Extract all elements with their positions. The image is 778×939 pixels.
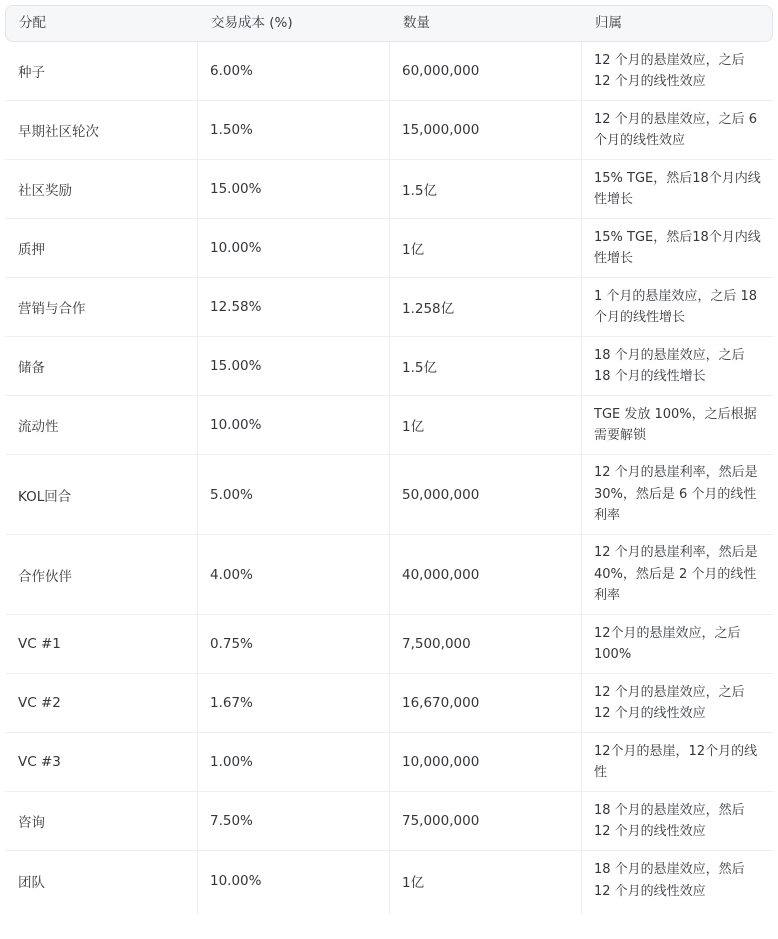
cell-allocation-text: 合作伙伴 <box>18 568 72 585</box>
cell-cost <box>210 615 390 673</box>
cell-allocation-text: 储备 <box>18 360 45 376</box>
cell-allocation-text: 质押 <box>18 242 45 258</box>
cell-vesting <box>594 851 773 910</box>
cell-cost-text: 10.00% <box>210 240 262 256</box>
table-row <box>5 733 773 792</box>
cell-vesting-text: 12个月的悬崖效应，之后 100% <box>594 625 741 662</box>
table-row <box>5 535 773 615</box>
table-row <box>5 219 773 278</box>
cell-amount-text: 1亿 <box>402 419 425 435</box>
cell-allocation-text: KOL回合 <box>18 488 72 505</box>
cell-vesting <box>594 615 773 673</box>
cell-vesting-text: 15% TGE，然后18个月内线性增长 <box>594 229 761 266</box>
cell-vesting <box>594 674 773 732</box>
cell-cost-text: 1.00% <box>210 754 253 770</box>
cell-cost <box>210 733 390 791</box>
cell-allocation-text: 社区奖励 <box>18 183 72 199</box>
header-amount: 数量 <box>403 15 430 31</box>
cell-vesting <box>594 278 773 336</box>
cell-vesting-text: 12 个月的悬崖利率，然后是 40%，然后是 2 个月的线性利率 <box>594 545 758 604</box>
cell-cost-text: 15.00% <box>210 358 262 374</box>
cell-cost-text: 7.50% <box>210 813 253 829</box>
cell-amount <box>402 733 582 791</box>
cell-amount <box>402 337 582 395</box>
cell-allocation <box>18 455 198 534</box>
cell-amount-text: 60,000,000 <box>402 63 480 79</box>
cell-amount <box>402 219 582 277</box>
cell-vesting <box>594 396 773 454</box>
cell-amount <box>402 396 582 454</box>
cell-allocation-text: VC #1 <box>18 636 61 652</box>
table-row <box>5 42 773 101</box>
table-row <box>5 674 773 733</box>
cell-cost <box>210 674 390 732</box>
cell-allocation <box>18 396 198 454</box>
cell-amount-text: 75,000,000 <box>402 813 480 829</box>
cell-cost <box>210 455 390 534</box>
cell-cost-text: 15.00% <box>210 181 262 197</box>
cell-amount-text: 1亿 <box>402 874 425 891</box>
cell-amount <box>402 535 582 614</box>
table-body <box>5 42 773 910</box>
cell-amount-text: 7,500,000 <box>402 636 471 652</box>
cell-cost-text: 10.00% <box>210 417 262 433</box>
cell-amount-text: 16,670,000 <box>402 695 480 711</box>
cell-cost-text: 12.58% <box>210 299 262 315</box>
cell-allocation <box>18 219 198 277</box>
table-row <box>5 160 773 219</box>
cell-vesting-text: 18 个月的悬崖效应，然后 12 个月的线性效应 <box>594 862 745 899</box>
cell-amount-text: 15,000,000 <box>402 122 480 138</box>
cell-amount <box>402 42 582 100</box>
cell-cost <box>210 160 390 218</box>
cell-allocation-text: 流动性 <box>18 419 59 435</box>
cell-allocation-text: VC #3 <box>18 754 61 770</box>
cell-vesting-text: 12 个月的悬崖利率，然后是 30%，然后是 6 个月的线性利率 <box>594 465 758 524</box>
cell-cost-text: 10.00% <box>210 872 262 889</box>
cell-amount <box>402 455 582 534</box>
cell-vesting-text: 15% TGE，然后18个月内线性增长 <box>594 170 761 207</box>
table-row <box>5 278 773 337</box>
cell-vesting-text: 12个月的悬崖，12个月的线性 <box>594 743 758 780</box>
cell-vesting <box>594 455 773 534</box>
cell-amount <box>402 615 582 673</box>
table-row <box>5 851 773 910</box>
table-row <box>5 101 773 160</box>
cell-allocation-text: 营销与合作 <box>18 301 86 317</box>
cell-allocation <box>18 278 198 336</box>
table-row <box>5 792 773 851</box>
cell-vesting-text: 12 个月的悬崖效应，之后 6 个月的线性效应 <box>594 111 758 148</box>
cell-amount-text: 40,000,000 <box>402 566 480 583</box>
cell-vesting-text: 18 个月的悬崖效应，然后 12 个月的线性效应 <box>594 802 745 839</box>
cell-vesting <box>594 792 773 850</box>
cell-amount <box>402 278 582 336</box>
cell-vesting-text: 18 个月的悬崖效应，之后 18 个月的线性增长 <box>594 347 745 384</box>
cell-vesting <box>594 733 773 791</box>
cell-cost-text: 1.67% <box>210 695 253 711</box>
cell-allocation-text: 早期社区轮次 <box>18 124 99 140</box>
cell-allocation <box>18 42 198 100</box>
cell-amount-text: 1亿 <box>402 242 425 258</box>
table-row <box>5 615 773 674</box>
cell-vesting <box>594 160 773 218</box>
cell-cost <box>210 337 390 395</box>
cell-allocation <box>18 535 198 614</box>
cell-vesting <box>594 42 773 100</box>
cell-amount <box>402 101 582 159</box>
cell-cost-text: 6.00% <box>210 63 253 79</box>
cell-allocation-text: VC #2 <box>18 695 61 711</box>
table-row <box>5 396 773 455</box>
cell-vesting <box>594 219 773 277</box>
cell-allocation-text: 咨询 <box>18 815 45 831</box>
table-header <box>5 5 773 42</box>
cell-cost-text: 4.00% <box>210 566 253 583</box>
cell-cost-text: 1.50% <box>210 122 253 138</box>
cell-allocation <box>18 792 198 850</box>
cell-vesting-text: 12 个月的悬崖效应，之后 12 个月的线性效应 <box>594 684 745 721</box>
cell-allocation-text: 团队 <box>18 874 45 891</box>
cell-amount <box>402 792 582 850</box>
cell-allocation <box>18 733 198 791</box>
cell-amount-text: 1.258亿 <box>402 301 455 317</box>
cell-amount-text: 50,000,000 <box>402 486 480 503</box>
cell-cost <box>210 792 390 850</box>
cell-amount-text: 1.5亿 <box>402 360 437 376</box>
header-allocation: 分配 <box>19 15 46 31</box>
cell-cost <box>210 851 390 910</box>
cell-cost <box>210 42 390 100</box>
cell-cost <box>210 219 390 277</box>
cell-allocation <box>18 615 198 673</box>
cell-allocation-text: 种子 <box>18 65 45 81</box>
cell-vesting <box>594 535 773 614</box>
table-row <box>5 337 773 396</box>
cell-amount-text: 1.5亿 <box>402 183 437 199</box>
header-cost: 交易成本 (%) <box>211 15 293 31</box>
cell-allocation <box>18 160 198 218</box>
cell-amount <box>402 160 582 218</box>
cell-cost <box>210 101 390 159</box>
cell-amount <box>402 851 582 910</box>
header-vesting: 归属 <box>595 15 622 31</box>
cell-allocation <box>18 851 198 910</box>
cell-allocation <box>18 337 198 395</box>
cell-cost-text: 5.00% <box>210 486 253 503</box>
cell-vesting-text: 12 个月的悬崖效应，之后 12 个月的线性效应 <box>594 52 745 89</box>
cell-vesting <box>594 101 773 159</box>
cell-allocation <box>18 101 198 159</box>
cell-allocation <box>18 674 198 732</box>
cell-cost-text: 0.75% <box>210 636 253 652</box>
cell-vesting-text: 1 个月的悬崖效应，之后 18 个月的线性增长 <box>594 288 758 325</box>
cell-amount-text: 10,000,000 <box>402 754 480 770</box>
cell-cost <box>210 278 390 336</box>
cell-vesting <box>594 337 773 395</box>
cell-cost <box>210 396 390 454</box>
cell-vesting-text: TGE 发放 100%，之后根据需要解锁 <box>594 406 757 443</box>
cell-amount <box>402 674 582 732</box>
table-row <box>5 455 773 535</box>
cell-cost <box>210 535 390 614</box>
